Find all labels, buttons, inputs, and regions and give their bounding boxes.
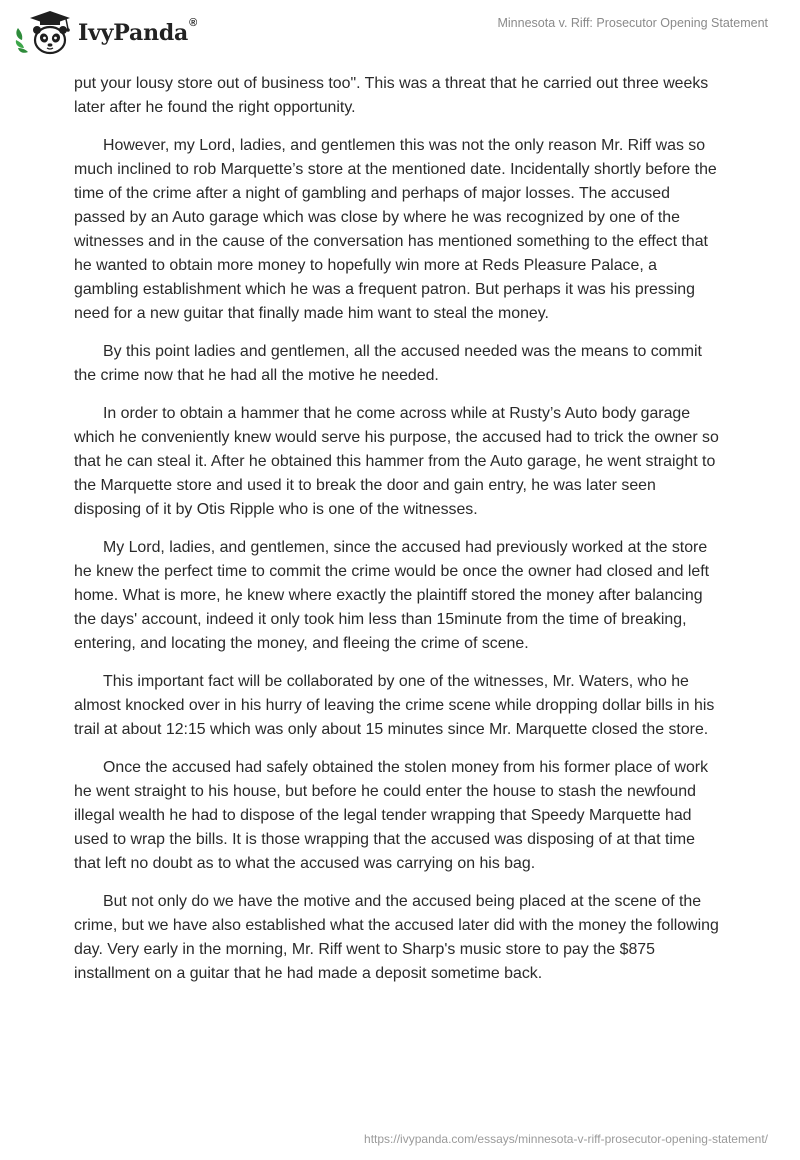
- paragraph: However, my Lord, ladies, and gentlemen this was not the only reason Mr. Riff was so much inclined to rob Marquette’s store at the mentioned date. Incidentally shortly before the time of the crime after a night of gambling and perhaps of major losses. The accused passed by an Auto garage which was close by where he was recognized by one of the witnesses and in the cause of the conversation has mentioned something to the effect that he wanted to obtain more money to hopefully win more at Reds Pleasure Palace, a gambling establishment which he was a frequent patron. But perhaps it was his pressing need for a new guitar that finally made him want to steal the money.: [74, 137, 717, 322]
- paragraph: This important fact will be collaborated by one of the witnesses, Mr. Waters, who he almost knocked over in his hurry of leaving the crime scene while dropping dollar bills in his trail at about 12:15 which was only about 15 minutes since Mr. Marquette closed the store.: [74, 673, 715, 738]
- paragraph: put your lousy store out of business too". This was a threat that he carried out three weeks later after he found the right opportunity.: [74, 75, 709, 116]
- document-title: Minnesota v. Riff: Prosecutor Opening Statement: [497, 16, 768, 30]
- paragraph: But not only do we have the motive and the accused being placed at the scene of the crime, but we have also established what the accused later did with the money the following day. Very early in the morning, Mr. Riff went to Sharp's music store to pay the $875 installment on a guitar that he had made a deposit sometime back.: [74, 893, 719, 982]
- registered-mark: ®: [189, 17, 198, 29]
- page-header: [0, 0, 800, 64]
- essay-body: [74, 72, 724, 1000]
- source-url[interactable]: https://ivypanda.com/essays/minnesota-v-riff-prosecutor-opening-statement/: [364, 1132, 768, 1146]
- paragraph: By this point ladies and gentlemen, all the accused needed was the means to commit the crime now that he had all the motive he needed.: [74, 343, 702, 384]
- paragraph: My Lord, ladies, and gentlemen, since the accused had previously worked at the store he knew the perfect time to commit the crime would be once the owner had closed and left home. What is more, he knew where exactly the plaintiff stored the money after balancing the days' account, indeed it only took him less than 15minute from the time of breaking, entering, and locating the money, and fleeing the crime of scene.: [74, 539, 710, 652]
- paragraph: Once the accused had safely obtained the stolen money from his former place of work he went straight to his house, but before he could enter the house to stash the newfound illegal wealth he had to dispose of the legal tender wrapping that Speedy Marquette had used to wrap the bills. It is those wrapping that the accused was disposing of at that time that left no doubt as to what the accused was carrying on his bag.: [74, 759, 709, 872]
- ivypanda-logo[interactable]: [14, 10, 197, 56]
- brand-name: IvyPanda®: [78, 17, 198, 46]
- paragraph: In order to obtain a hammer that he come across while at Rusty’s Auto body garage which he conveniently knew would serve his purpose, the accused had to trick the owner so that he can steal it. After he obtained this hammer from the Auto garage, he went straight to the Marquette store and used it to break the door and gain entry, he was later seen disposing of it by Otis Ripple who is one of the witnesses.: [74, 405, 719, 518]
- panda-graduate-icon: [14, 10, 74, 56]
